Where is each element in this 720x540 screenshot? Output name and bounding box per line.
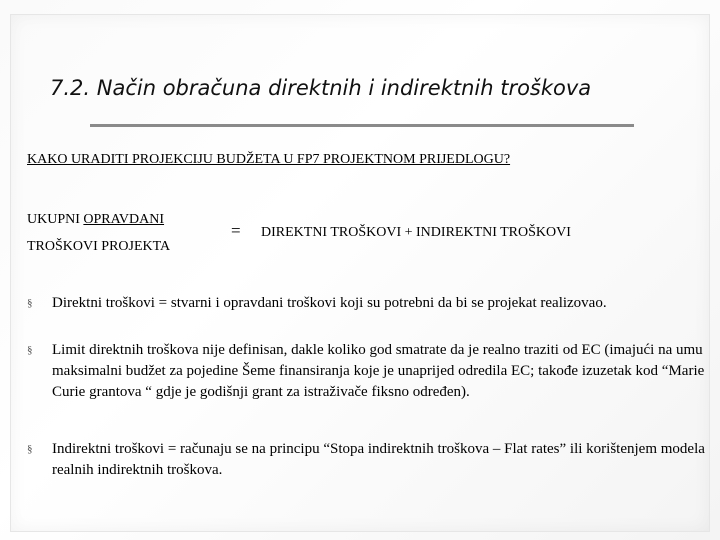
- bullet-body: = stvarni i opravdani troškovi koji su potrebni da bi se projekat realizovao.: [154, 295, 607, 311]
- slide-title: 7.2. Način obračuna direktnih i indirektnih troškova: [50, 76, 592, 100]
- bullet-term: Indirektni troškovi: [52, 441, 165, 457]
- bullet-body: Limit direktnih troškova nije definisan, dakle koliko god smatrate da je realno traziti od EC (imajući na umu maksimalni budžet za pojedine Šeme finansiranja koje je unaprijed odredila EC; takođe izuzetak kod “Marie Curie grantova “ gdje je godišnji grant za istraživače fiksno određen).: [52, 342, 705, 400]
- equation-right: DIREKTNI TROŠKOVI + INDIREKTNI TROŠKOVI: [261, 225, 571, 240]
- bullet-term: Direktni troškovi: [52, 295, 155, 311]
- bullet-text: [52, 439, 712, 481]
- equals-sign: =: [231, 221, 241, 240]
- bullet-marker: §: [27, 443, 33, 455]
- bullet-text: [52, 293, 712, 314]
- bullet-text: [52, 340, 712, 403]
- title-divider: [90, 124, 634, 127]
- bullet-marker: §: [27, 344, 33, 356]
- equation-left-word-ukupni: UKUPNI: [27, 212, 84, 227]
- equation-left-line1: [27, 206, 170, 233]
- equation-left: [27, 206, 170, 260]
- question-heading: KAKO URADITI PROJEKCIJU BUDŽETA U FP7 PROJEKTNOM PRIJEDLOGU?: [27, 152, 511, 167]
- bullet-marker: §: [27, 297, 33, 309]
- equation-left-word-opravdani: OPRAVDANI: [83, 212, 165, 227]
- equation-left-line2: TROŠKOVI PROJEKTA: [27, 239, 171, 254]
- bullet-body: = računaju se na principu “Stopa indirektnih troškova – Flat rates” ili korištenjem modela realnih indirektnih troškova.: [52, 441, 705, 478]
